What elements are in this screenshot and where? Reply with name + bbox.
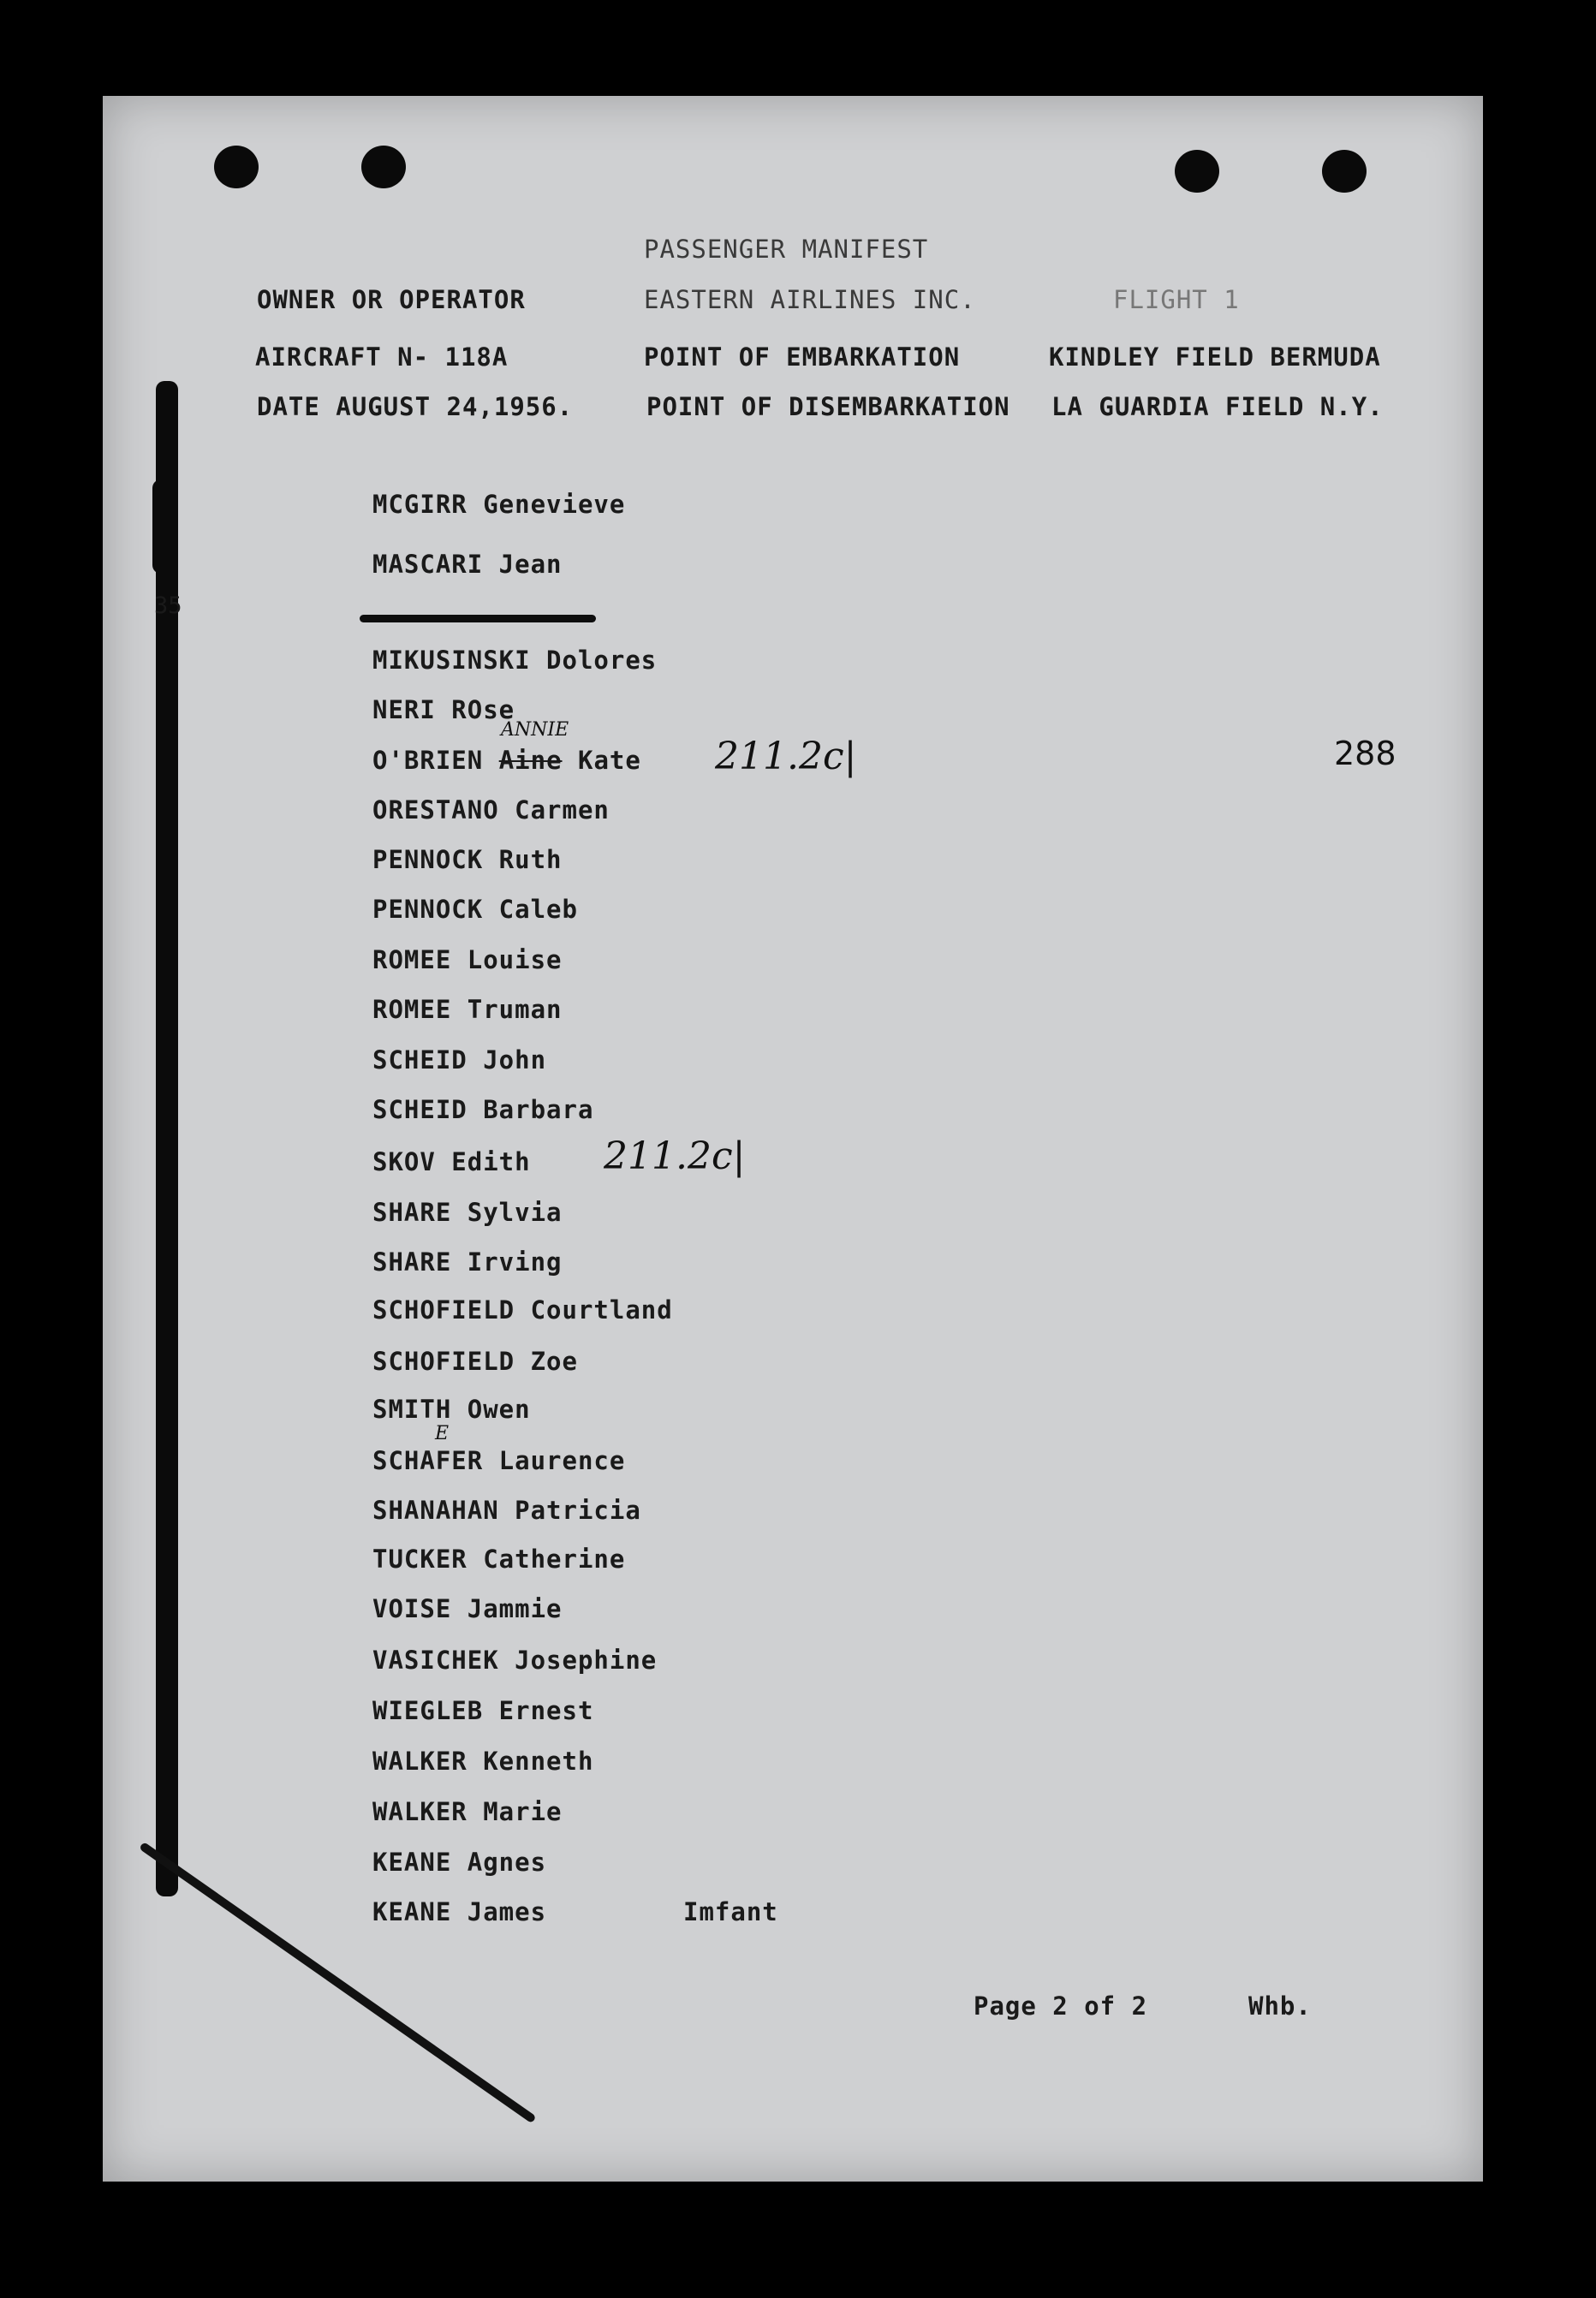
page-number: 288 xyxy=(1334,735,1396,772)
aircraft-number: AIRCRAFT N- 118A xyxy=(255,342,509,372)
passenger-name: PENNOCK Ruth xyxy=(372,845,563,874)
punch-hole-icon xyxy=(1175,150,1219,193)
count-marker: 35 xyxy=(154,592,182,619)
passenger-name: WALKER Kenneth xyxy=(372,1747,594,1776)
passenger-name: SCHOFIELD Zoe xyxy=(372,1347,578,1376)
passenger-name: NERI ROse xyxy=(372,695,515,724)
passenger-name: VOISE Jammie xyxy=(372,1594,563,1623)
disembarkation-label: POINT OF DISEMBARKATION xyxy=(646,392,1010,421)
passenger-name: ROMEE Truman xyxy=(372,995,563,1024)
passenger-name xyxy=(372,746,641,775)
punch-hole-icon xyxy=(214,146,259,188)
passenger-name: KEANE James xyxy=(372,1897,547,1926)
passenger-given-name: Kate xyxy=(578,746,641,775)
handwritten-insert: E xyxy=(435,1423,450,1444)
punch-hole-icon xyxy=(1322,150,1367,193)
passenger-name: SCHEID John xyxy=(372,1045,547,1075)
passenger-name: MIKUSINSKI Dolores xyxy=(372,646,658,675)
passenger-name: SHARE Sylvia xyxy=(372,1198,563,1227)
passenger-name: SHARE Irving xyxy=(372,1247,563,1277)
struck-name: Aine xyxy=(498,746,563,775)
separator-line xyxy=(360,615,596,622)
punch-hole-icon xyxy=(361,146,406,188)
passenger-name: SCHOFIELD Courtland xyxy=(372,1295,673,1325)
passenger-name: TUCKER Catherine xyxy=(372,1545,626,1574)
flight-label: FLIGHT 1 xyxy=(1113,285,1240,314)
passenger-name: SKOV Edith xyxy=(372,1147,531,1176)
embarkation-label: POINT OF EMBARKATION xyxy=(644,342,961,372)
passenger-name: VASICHEK Josephine xyxy=(372,1646,658,1675)
manifest-date: DATE AUGUST 24,1956. xyxy=(257,392,574,421)
passenger-name: ROMEE Louise xyxy=(372,945,563,974)
initials: Whb. xyxy=(1248,1991,1312,2021)
manifest-title: PASSENGER MANIFEST xyxy=(644,235,929,264)
page-indicator: Page 2 of 2 xyxy=(974,1991,1148,2021)
passenger-name: ORESTANO Carmen xyxy=(372,795,610,825)
handwritten-insert: ANNIE xyxy=(501,719,569,741)
passenger-note: Imfant xyxy=(683,1897,778,1926)
passenger-name: PENNOCK Caleb xyxy=(372,895,578,924)
owner-value: EASTERN AIRLINES INC. xyxy=(644,285,976,314)
disembarkation-value: LA GUARDIA FIELD N.Y. xyxy=(1051,392,1384,421)
passenger-name: SMITH Owen xyxy=(372,1395,531,1424)
passenger-surname: O'BRIEN xyxy=(372,746,484,775)
passenger-name: MASCARI Jean xyxy=(372,550,563,579)
passenger-name: SCHEID Barbara xyxy=(372,1095,594,1124)
passenger-name: WIEGLEB Ernest xyxy=(372,1696,594,1725)
passenger-name: WALKER Marie xyxy=(372,1797,563,1826)
handwritten-note: 211.2c| xyxy=(715,735,857,778)
passenger-name: SCHAFER Laurence xyxy=(372,1446,626,1475)
owner-label: OWNER OR OPERATOR xyxy=(257,285,526,314)
handwritten-note: 211.2c| xyxy=(604,1134,746,1178)
passenger-name: KEANE Agnes xyxy=(372,1848,547,1877)
embarkation-value: KINDLEY FIELD BERMUDA xyxy=(1049,342,1381,372)
passenger-name: MCGIRR Genevieve xyxy=(372,490,626,519)
passenger-name: SHANAHAN Patricia xyxy=(372,1496,641,1525)
